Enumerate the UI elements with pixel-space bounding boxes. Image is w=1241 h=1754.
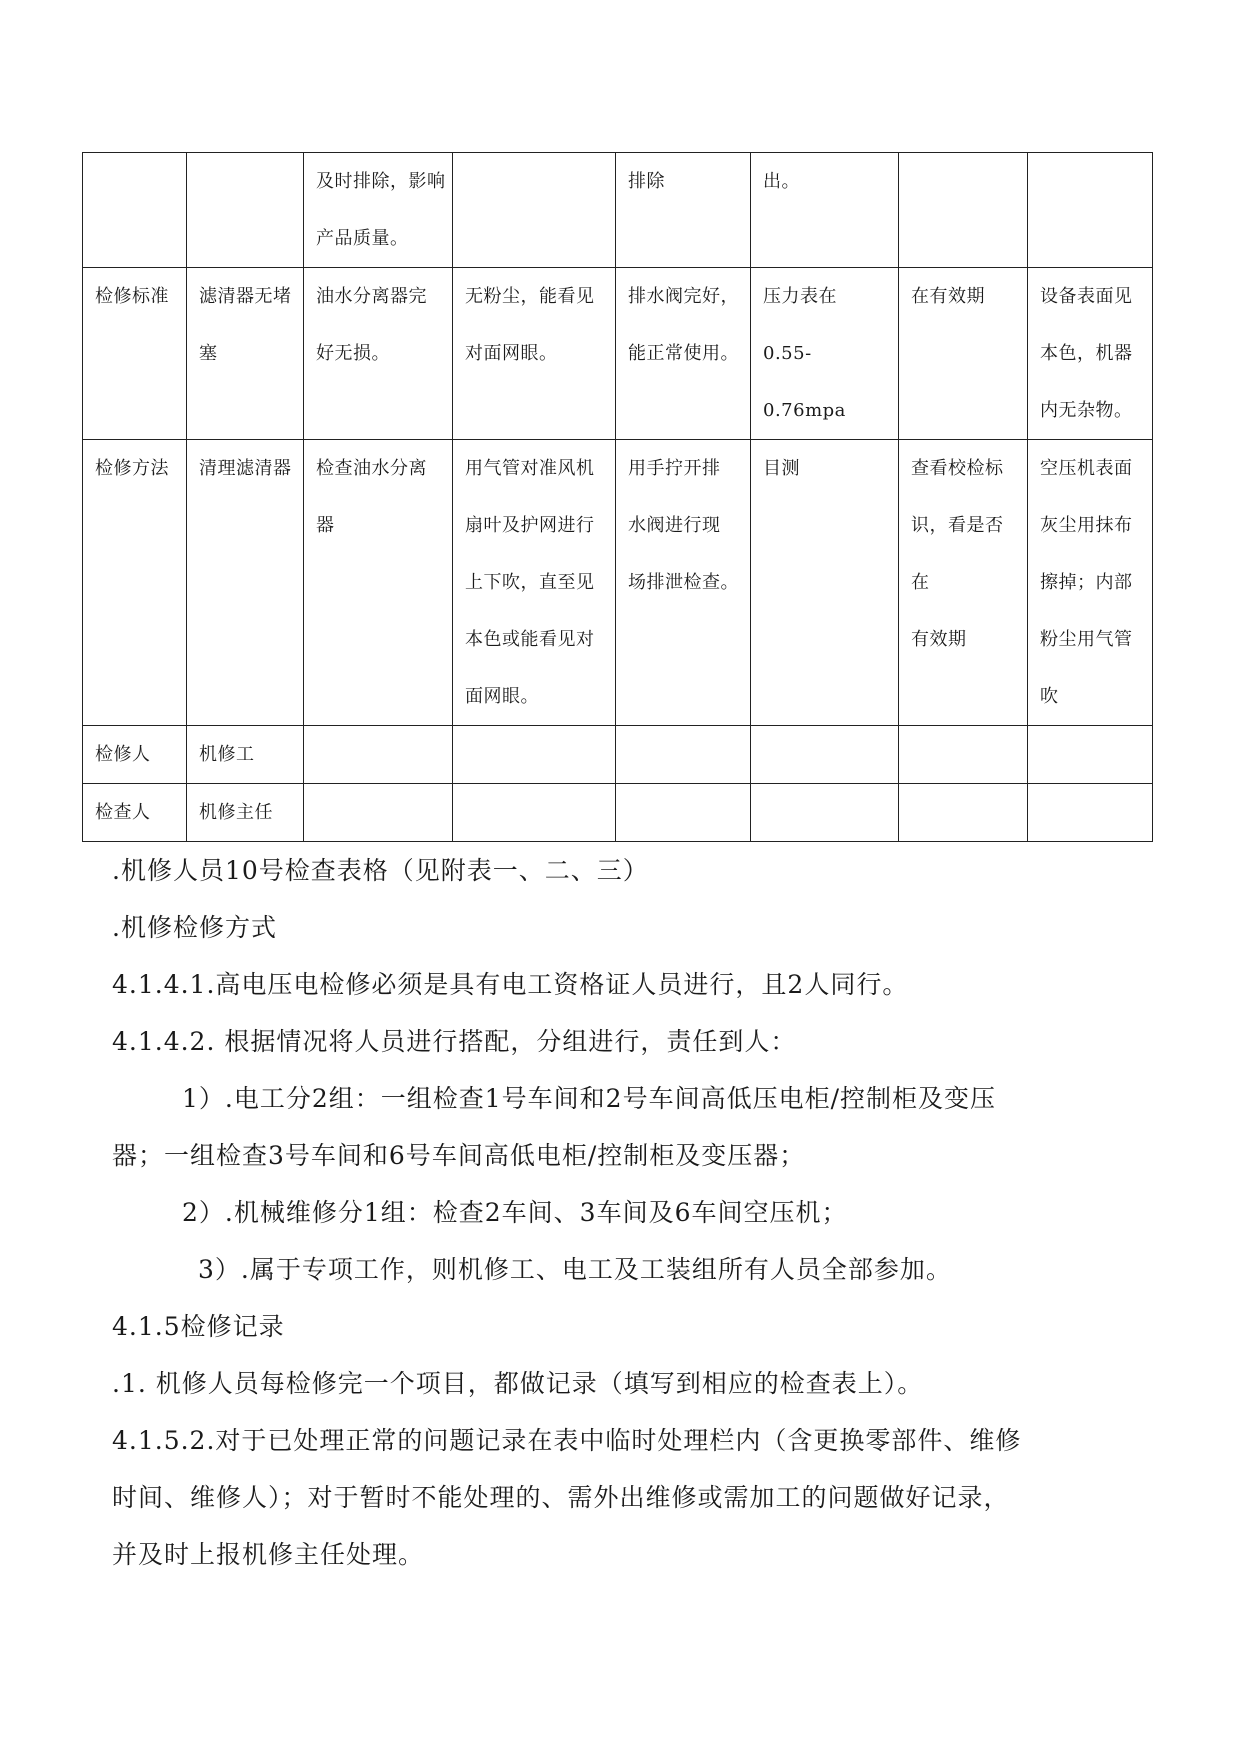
paragraph: 并及时上报机修主任处理。 (112, 1540, 425, 1569)
table-cell (751, 784, 899, 842)
table-cell: 出。 (751, 153, 899, 268)
table-cell: 机修主任 (187, 784, 304, 842)
table-cell: 油水分离器完 好无损。 (304, 268, 453, 440)
table-cell (1028, 726, 1153, 784)
row-label-inspector: 检查人 (83, 784, 187, 842)
table-cell: 空压机表面 灰尘用抹布 擦掉；内部 粉尘用气管 吹 (1028, 440, 1153, 726)
table-cell: 检查油水分离 器 (304, 440, 453, 726)
table-cell: 无粉尘，能看见 对面网眼。 (453, 268, 616, 440)
table-cell: 清理滤清器 (187, 440, 304, 726)
table-cell: 在有效期 (899, 268, 1028, 440)
table-cell: 机修工 (187, 726, 304, 784)
row-label-repairer: 检修人 (83, 726, 187, 784)
paragraph: .机修检修方式 (112, 913, 277, 942)
table-cell (453, 153, 616, 268)
paragraph: .1. 机修人员每检修完一个项目，都做记录（填写到相应的检查表上）。 (112, 1369, 924, 1398)
table-cell: 设备表面见 本色，机器 内无杂物。 (1028, 268, 1153, 440)
paragraph: .机修人员10号检查表格（见附表一、二、三） (112, 856, 649, 885)
table-row (83, 268, 1153, 440)
table-cell: 用气管对准风机 扇叶及护网进行 上下吹，直至见 本色或能看见对 面网眼。 (453, 440, 616, 726)
table-cell (616, 726, 751, 784)
paragraph: 2）.机械维修分1组：检查2车间、3车间及6车间空压机； (182, 1198, 848, 1227)
row-label-method: 检修方法 (83, 440, 187, 726)
table-row (83, 784, 1153, 842)
paragraph: 4.1.4.2. 根据情况将人员进行搭配，分组进行，责任到人： (112, 1027, 797, 1056)
table-cell (453, 784, 616, 842)
table-cell (899, 153, 1028, 268)
table-cell (187, 153, 304, 268)
row-label-standard: 检修标准 (83, 268, 187, 440)
table-cell (899, 726, 1028, 784)
table-cell (304, 726, 453, 784)
table-row (83, 440, 1153, 726)
table-cell: 滤清器无堵 塞 (187, 268, 304, 440)
table-cell (899, 784, 1028, 842)
table-row (83, 153, 1153, 268)
table-cell (453, 726, 616, 784)
table-cell (1028, 784, 1153, 842)
table-cell (751, 726, 899, 784)
paragraph: 器；一组检查3号车间和6号车间高低电柜/控制柜及变压器； (112, 1141, 806, 1170)
table-cell: 目测 (751, 440, 899, 726)
paragraph: 时间、维修人）；对于暂时不能处理的、需外出维修或需加工的问题做好记录， (112, 1483, 1010, 1512)
inspection-table (82, 152, 1153, 842)
table-cell: 排水阀完好， 能正常使用。 (616, 268, 751, 440)
paragraph: 4.1.5.2.对于已处理正常的问题记录在表中临时处理栏内（含更换零部件、维修 (112, 1426, 1022, 1455)
paragraph: 4.1.4.1.高电压电检修必须是具有电工资格证人员进行，且2人同行。 (112, 970, 909, 999)
paragraph: 1）.电工分2组：一组检查1号车间和2号车间高低压电柜/控制柜及变压 (182, 1084, 996, 1113)
table-cell: 用手拧开排 水阀进行现 场排泄检查。 (616, 440, 751, 726)
table-cell: 压力表在 0.55-0.76mpa (751, 268, 899, 440)
table-cell: 查看校检标 识，看是否在 有效期 (899, 440, 1028, 726)
table-cell (304, 784, 453, 842)
table-cell (1028, 153, 1153, 268)
body-text (112, 842, 1152, 1583)
table-cell (83, 153, 187, 268)
section-heading: 4.1.5检修记录 (112, 1312, 285, 1341)
paragraph: 3）.属于专项工作，则机修工、电工及工装组所有人员全部参加。 (198, 1255, 952, 1284)
table-cell: 排除 (616, 153, 751, 268)
table-cell: 及时排除，影响 产品质量。 (304, 153, 453, 268)
table-row (83, 726, 1153, 784)
table-cell (616, 784, 751, 842)
